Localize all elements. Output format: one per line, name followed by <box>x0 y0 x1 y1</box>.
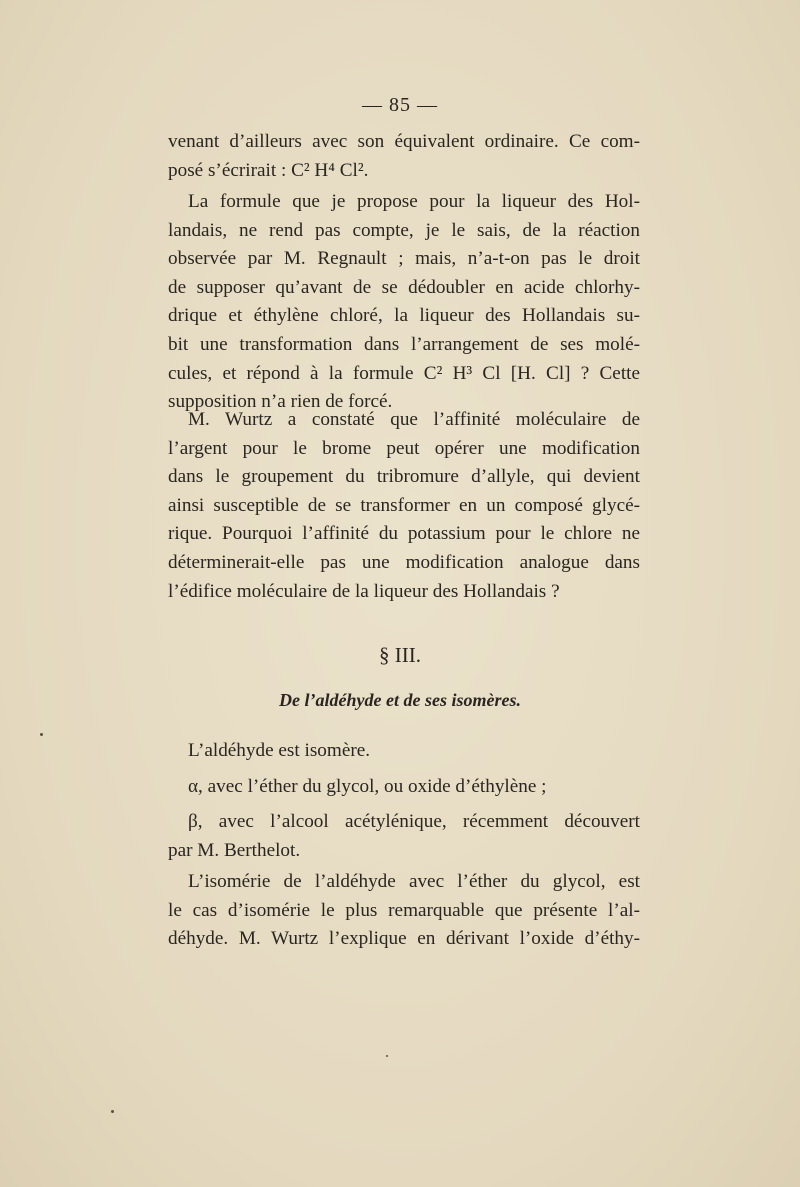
text-line: cules, et répond à la formule C² H³ Cl [H. Cl] ? Cette <box>168 362 640 384</box>
paper-speck <box>111 1110 114 1113</box>
text-line: supposition n’a rien de forcé. <box>168 391 393 413</box>
text-line: venant d’ailleurs avec son équivalent ordinaire. Ce com- <box>168 131 640 152</box>
text-line: dans le groupement du tribromure d’allyle, qui devient <box>168 466 640 488</box>
text-line: α, avec l’éther du glycol, ou oxide d’éthylène ; <box>188 776 547 797</box>
text-line: β, avec l’alcool acétylénique, récemment découvert <box>188 811 640 832</box>
text-line: rique. Pourquoi l’affinité du potassium pour le chlore ne <box>168 523 640 545</box>
section-heading: § III. <box>379 643 421 667</box>
text-line: ainsi susceptible de se transformer en un composé glycé- <box>168 494 640 516</box>
text-line: l’argent pour le brome peut opérer une modification <box>168 437 640 459</box>
text-line: M. Wurtz a constaté que l’affinité moléculaire de <box>188 409 640 430</box>
text-line: le cas d’isomérie le plus remarquable que présente l’al- <box>168 899 640 921</box>
paragraph-6 <box>168 808 640 865</box>
text-line: l’édifice moléculaire de la liqueur des Hollandais ? <box>168 580 560 602</box>
paragraph-2 <box>168 188 640 417</box>
paper-speck <box>386 1055 388 1057</box>
paragraph-1 <box>168 128 640 185</box>
paragraph-3 <box>168 406 640 606</box>
page-number: — 85 — <box>362 94 438 116</box>
text-line: posé s’écrirait : C² H⁴ Cl². <box>168 159 369 181</box>
text-line: bit une transformation dans l’arrangement de ses molé- <box>168 333 640 355</box>
text-line: de supposer qu’avant de se dédoubler en acide chlorhy- <box>168 276 640 298</box>
paragraph-5 <box>168 773 640 802</box>
paper-speck <box>40 733 43 736</box>
text-line: landais, ne rend pas compte, je le sais, de la réaction <box>168 219 640 241</box>
text-line: drique et éthylène chloré, la liqueur des Hollandais su- <box>168 305 640 327</box>
section-subtitle: De l’aldéhyde et de ses isomères. <box>279 690 521 710</box>
text-line: observée par M. Regnault ; mais, n’a-t-on pas le droit <box>168 248 640 270</box>
paragraph-7 <box>168 868 640 954</box>
paragraph-4 <box>168 737 640 766</box>
text-line: par M. Berthelot. <box>168 839 301 861</box>
text-line: L’aldéhyde est isomère. <box>188 740 371 761</box>
text-line: déterminerait-elle pas une modification analogue dans <box>168 551 640 573</box>
text-line: déhyde. M. Wurtz l’explique en dérivant l’oxide d’éthy- <box>168 928 640 950</box>
text-line: La formule que je propose pour la liqueur des Hol- <box>188 191 640 212</box>
text-line: L’isomérie de l’aldéhyde avec l’éther du glycol, est <box>188 871 640 892</box>
